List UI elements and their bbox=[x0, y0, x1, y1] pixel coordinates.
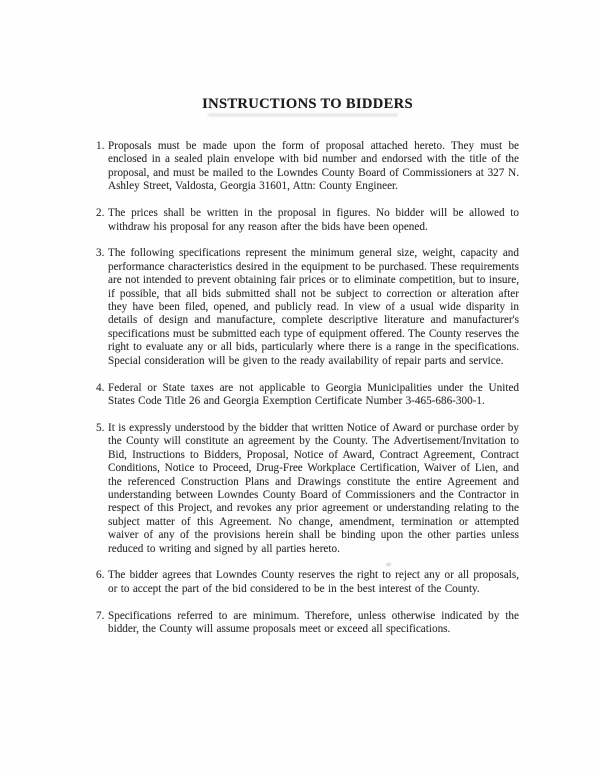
item-text: The following specifications represent the minimum general size, weight, capacity and performance characteristics desired in the equipment to be purchased. These requirements are not intended to prevent obtaining fair prices or to eliminate competition, but to insure, if possible, that all bids submitted shall not be subject to correction or alteration after they have been filed, opened, and publicly read. In view of a usual wide disparity in details of design and manufacture, complete descriptive literature and manufacturer's specifications must be submitted each type of equipment offered. The County reserves the right to evaluate any or all bids, particularly where there is a range in the specifications. Special consideration will be given to the ready availability of repair parts and service. bbox=[108, 247, 519, 367]
instructions-list bbox=[96, 140, 519, 650]
item-number: 5. bbox=[96, 421, 105, 434]
list-item bbox=[96, 610, 519, 637]
item-text: Federal or State taxes are not applicable to Georgia Municipalities under the United States Code Title 26 and Georgia Exemption Certificate Number 3-465-686-300-1. bbox=[108, 381, 519, 407]
scan-smudge bbox=[208, 114, 398, 116]
item-number: 1. bbox=[96, 140, 105, 152]
list-item bbox=[96, 569, 519, 596]
item-text: Proposals must be made upon the form of proposal attached hereto. They must be enclosed in a sealed plain envelope with bid number and endorsed with the title of the proposal, and must be mailed to the Lowndes County Board of Commissioners at 327 N. Ashley Street, Valdosta, Georgia 31601, Attn: County Engineer. bbox=[108, 140, 519, 193]
item-text: The prices shall be written in the proposal in figures. No bidder will be allowed to withdraw his proposal for any reason after the bids have been opened. bbox=[108, 207, 519, 233]
list-item bbox=[96, 207, 519, 234]
item-text: Specifications referred to are minimum. Therefore, unless otherwise indicated by the bidder, the County will assume proposals meet or exceed all specifications. bbox=[108, 609, 519, 636]
list-item bbox=[96, 247, 519, 368]
item-number: 2. bbox=[96, 207, 105, 220]
item-number: 7. bbox=[96, 609, 105, 622]
item-text: The bidder agrees that Lowndes County reserves the right to reject any or all proposals, or to accept the part of the bid considered to be in the best interest of the County. bbox=[108, 569, 519, 595]
scan-speck bbox=[386, 563, 391, 566]
item-number: 4. bbox=[96, 381, 105, 394]
list-item bbox=[96, 382, 519, 409]
list-item bbox=[96, 422, 519, 556]
document-title: INSTRUCTIONS TO BIDDERS bbox=[202, 96, 413, 112]
list-item bbox=[96, 140, 519, 194]
item-number: 3. bbox=[96, 247, 105, 260]
item-text: It is expressly understood by the bidder that written Notice of Award or purchase order by the County will constitute an agreement by the County. The Advertisement/Invitation to Bid, Instructions to Bidders, Proposal, Notice of Award, Contract Agreement, Contract Conditions, Notice to Proceed, Drug-Free Workplace Certification, Waiver of Lien, and the referenced Construction Plans and Drawings constitute the entire Agreement and understanding between Lowndes County Board of Commissioners and the Contractor in respect of this Project, and revokes any prior agreement or understanding relating to the subject matter of this Agreement. No change, amendment, termination or attempted waiver of any of the provisions herein shall be binding upon the other parties unless reduced to writing and signed by all parties hereto. bbox=[108, 421, 519, 555]
item-number: 6. bbox=[96, 569, 105, 582]
